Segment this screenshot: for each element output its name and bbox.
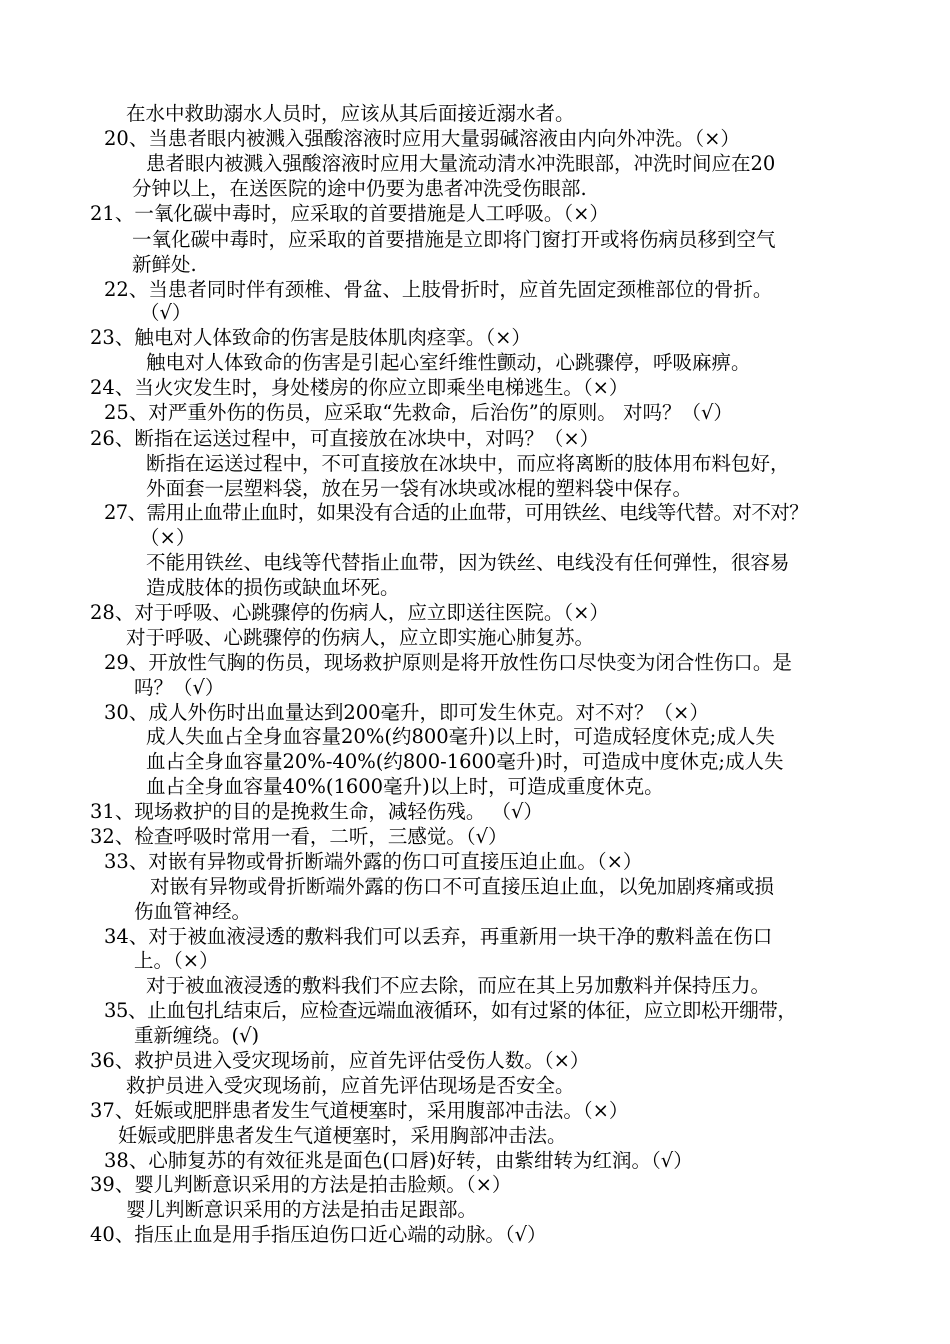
question-line: 24、当火灾发生时，身处楼房的你应立即乘坐电梯逃生。（×） [90,376,629,399]
question-line: 上。（×） [134,949,219,972]
question-line: 35、止血包扎结束后，应检查远端血液循环，如有过紧的体征，应立即松开绷带， [104,999,797,1022]
question-line: 28、对于呼吸、心跳骤停的伤病人，应立即送往医院。（×） [90,601,609,624]
answer-line: 分钟以上，在送医院的途中仍要为患者冲洗受伤眼部. [132,177,587,200]
answer-line: 成人失血占全身血容量20%(约800毫升)以上时，可造成轻度休克;成人失 [146,725,775,748]
question-line: 23、触电对人体致命的伤害是肢体肌肉痉挛。（×） [90,326,531,349]
question-line: 40、指压止血是用手指压迫伤口近心端的动脉。（√） [90,1223,547,1246]
answer-line: 血占全身血容量20%-40%(约800-1600毫升)时，可造成中度休克;成人失 [146,750,784,773]
question-line: 20、当患者眼内被溅入强酸溶液时应用大量弱碱溶液由内向外冲洗。（×） [104,127,740,150]
question-line: 31、现场救护的目的是挽救生命，减轻伤残。 （√） [90,800,543,823]
question-line: 25、对严重外伤的伤员，应采取“先救命，后治伤”的原则。 对吗？（√） [104,401,733,424]
answer-line: 救护员进入受灾现场前，应首先评估现场是否安全。 [126,1074,575,1097]
answer-line: 造成肢体的损伤或缺血坏死。 [146,576,400,599]
answer-line: 断指在运送过程中，不可直接放在冰块中，而应将离断的肢体用布料包好， [146,452,790,475]
answer-line: 伤血管神经。 [134,900,252,923]
question-line: 30、成人外伤时出血量达到200毫升，即可发生休克。对不对？（×） [104,701,709,724]
question-line: 27、需用止血带止血时，如果没有合适的止血带，可用铁丝、电线等代替。对不对？ [104,501,809,524]
answer-line: 外面套一层塑料袋，放在另一袋有冰块或冰棍的塑料袋中保存。 [146,477,693,500]
question-line: 22、当患者同时伴有颈椎、骨盆、上肢骨折时，应首先固定颈椎部位的骨折。 [104,278,773,301]
question-line: 34、对于被血液浸透的敷料我们可以丢弃，再重新用一块干净的敷料盖在伤口 [104,925,773,948]
question-line: 39、婴儿判断意识采用的方法是拍击脸颊。（×） [90,1173,512,1196]
question-line: （√） [140,301,192,324]
question-line: 36、救护员进入受灾现场前，应首先评估受伤人数。（×） [90,1049,590,1072]
question-line: 38、心肺复苏的有效征兆是面色(口唇)好转，由紫绀转为红润。（√） [104,1149,693,1172]
answer-line: 触电对人体致命的伤害是引起心室纤维性颤动，心跳骤停，呼吸麻痹。 [146,351,751,374]
answer-line: 血占全身血容量40%(1600毫升)以上时，可造成重度休克。 [146,775,664,798]
question-line: 26、断指在运送过程中，可直接放在冰块中，对吗？（×） [90,427,600,450]
answer-line: 新鲜处. [132,253,197,276]
question-line: 吗？（√） [134,676,225,699]
question-line: 重新缠绕。(√) [134,1024,260,1047]
answer-line: 一氧化碳中毒时，应采取的首要措施是立即将门窗打开或将伤病员移到空气 [132,228,776,251]
answer-line: 婴儿判断意识采用的方法是拍击足跟部。 [126,1198,478,1221]
answer-line: 不能用铁丝、电线等代替指止血带，因为铁丝、电线没有任何弹性，很容易 [146,551,790,574]
answer-line: 妊娠或肥胖患者发生气道梗塞时，采用胸部冲击法。 [118,1124,567,1147]
question-line: 32、检查呼吸时常用一看，二听，三感觉。（√） [90,825,508,848]
question-line: 21、一氧化碳中毒时，应采取的首要措施是人工呼吸。（×） [90,202,609,225]
question-line: 33、对嵌有异物或骨折断端外露的伤口可直接压迫止血。（×） [104,850,643,873]
answer-line: 对于呼吸、心跳骤停的伤病人，应立即实施心肺复苏。 [126,626,595,649]
answer-line: 患者眼内被溅入强酸溶液时应用大量流动清水冲洗眼部，冲洗时间应在20 [146,152,776,175]
answer-line: 对于被血液浸透的敷料我们不应去除，而应在其上另加敷料并保持压力。 [146,974,771,997]
question-line: 37、妊娠或肥胖患者发生气道梗塞时，采用腹部冲击法。（×） [90,1099,629,1122]
question-line: （×） [140,526,196,549]
answer-line: 对嵌有异物或骨折断端外露的伤口不可直接压迫止血，以免加剧疼痛或损 [150,875,775,898]
question-line: 29、开放性气胸的伤员，现场救护原则是将开放性伤口尽快变为闭合性伤口。是 [104,651,792,674]
answer-line: 在水中救助溺水人员时，应该从其后面接近溺水者。 [126,102,575,125]
